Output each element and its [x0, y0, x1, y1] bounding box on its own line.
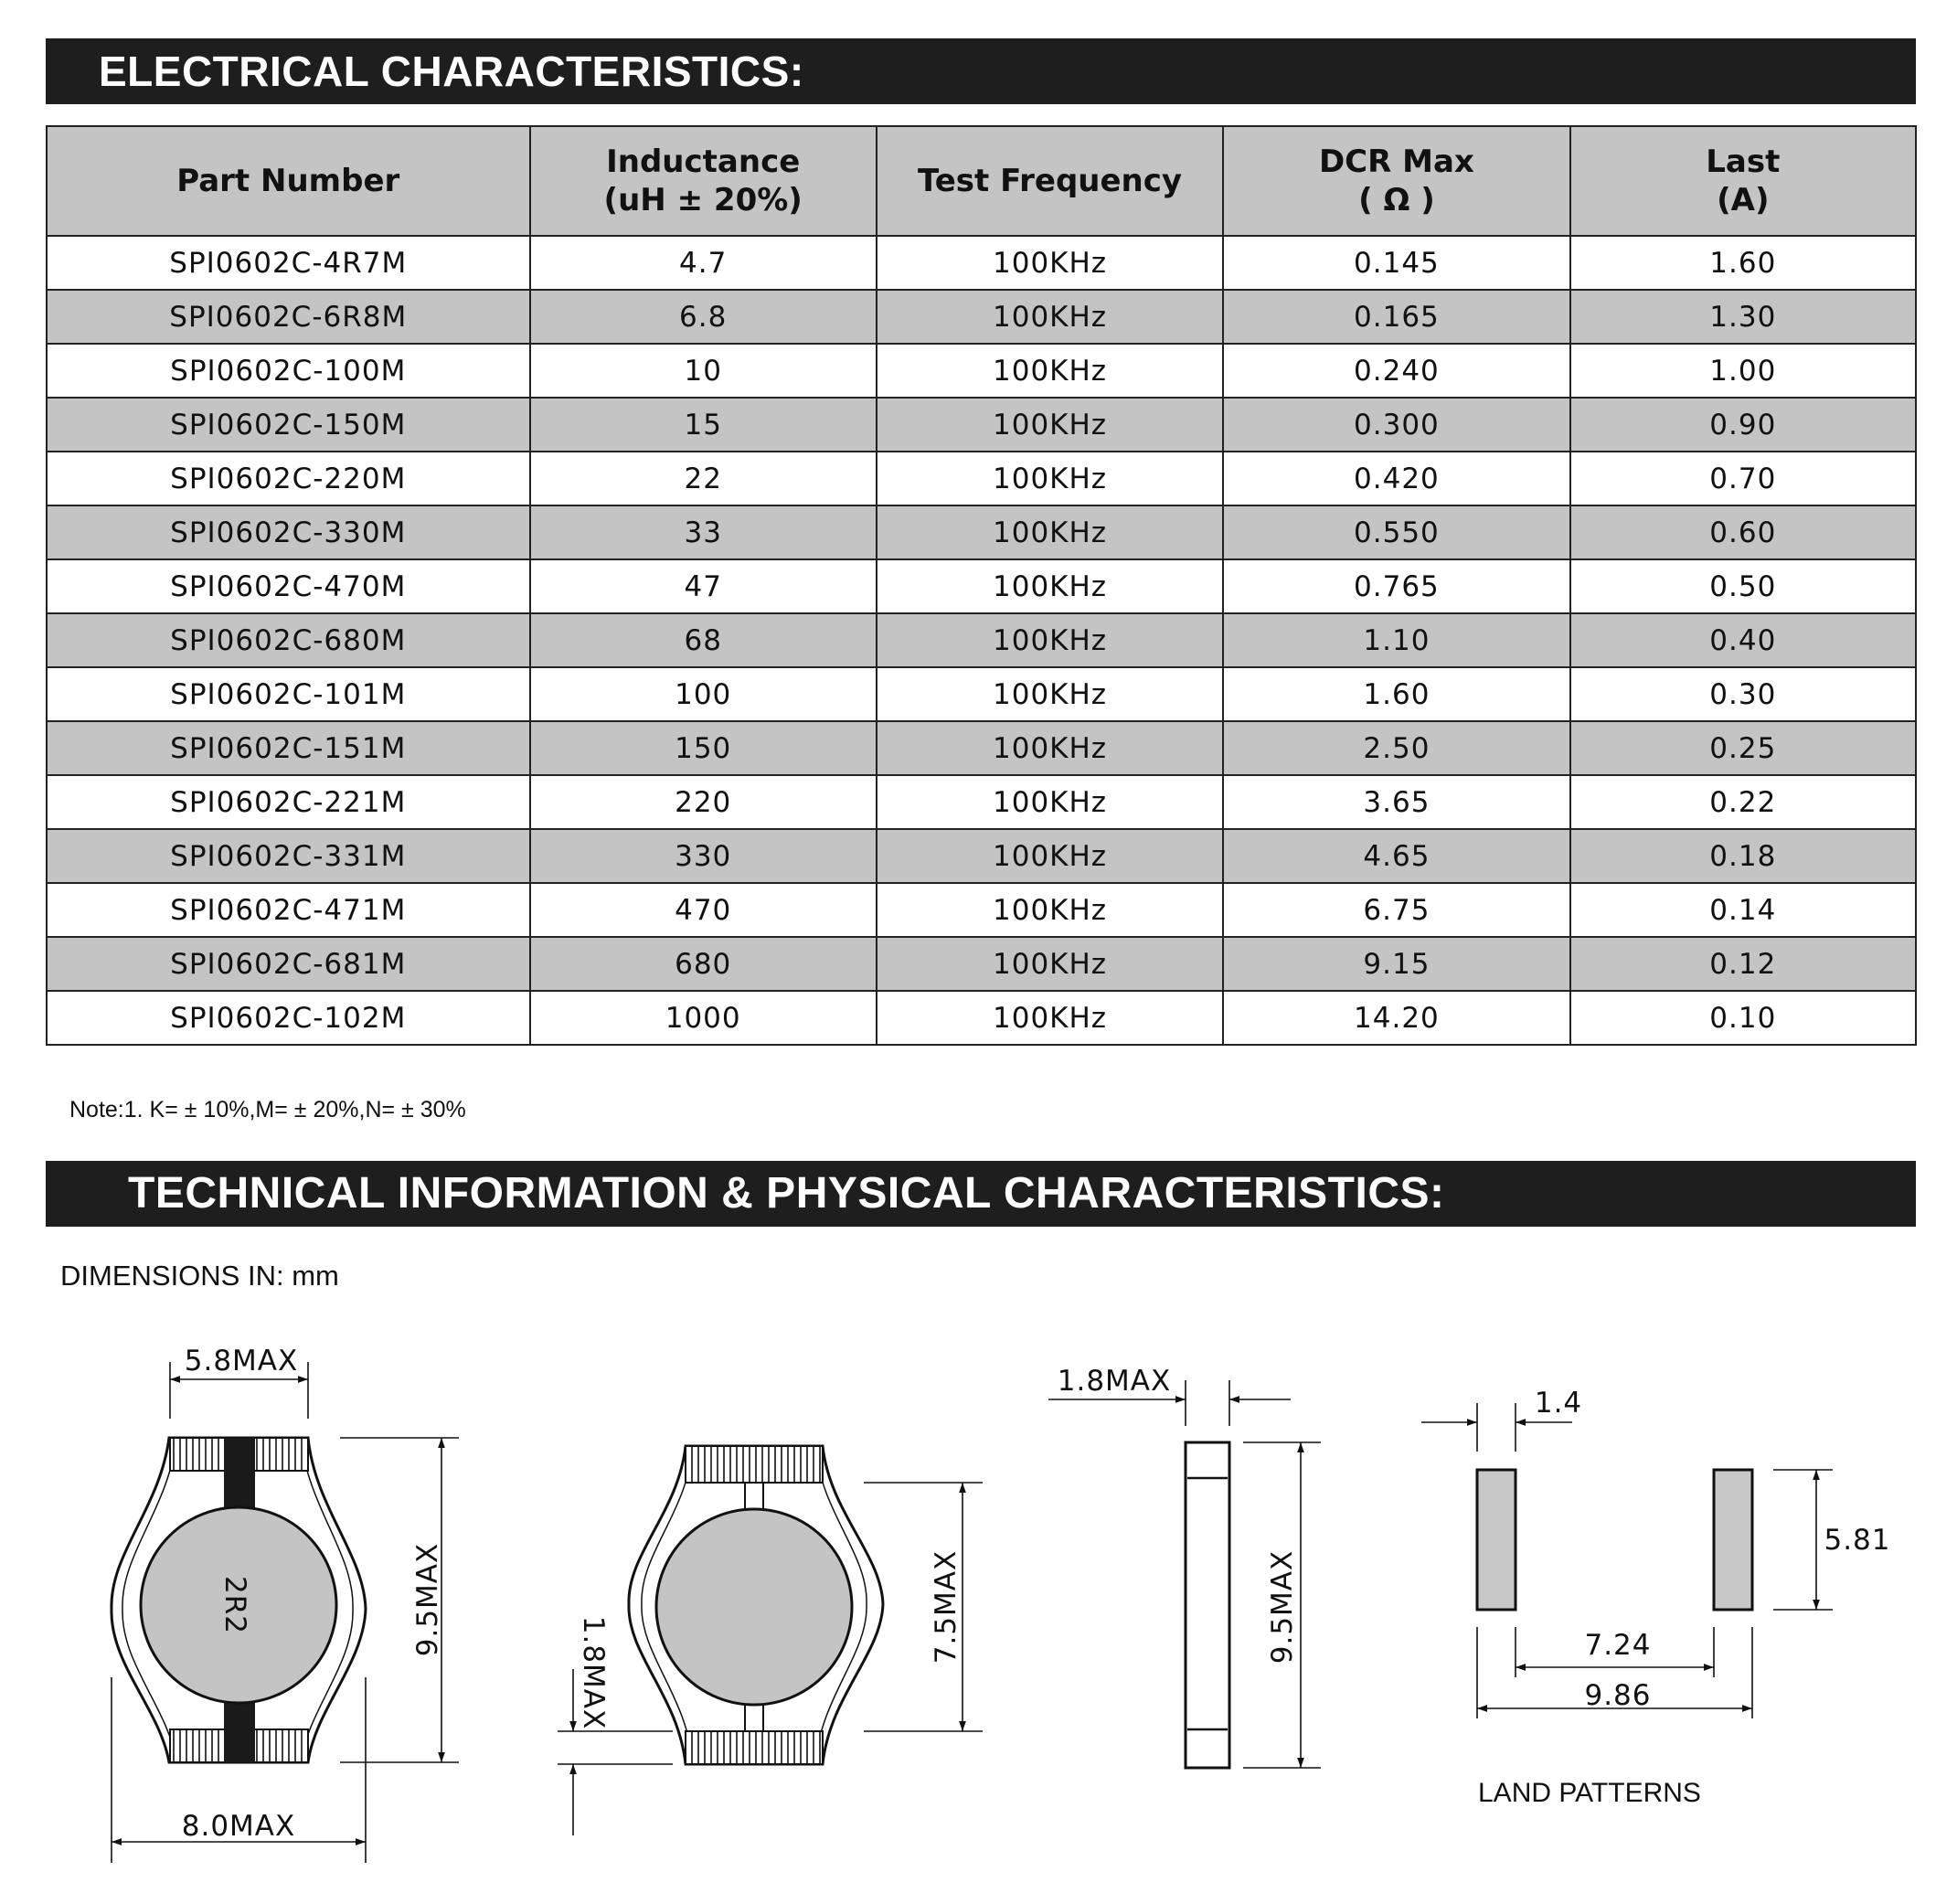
cell-part-number: SPI0602C-4R7M	[47, 236, 530, 290]
cell-inductance: 15	[530, 398, 877, 452]
cell-rated-current: 0.40	[1570, 613, 1916, 667]
cell-part-number: SPI0602C-6R8M	[47, 290, 530, 344]
tolerance-note: Note:1. K= ± 10%,M= ± 20%,N= ± 30%	[69, 1097, 466, 1122]
table-row	[47, 344, 1916, 398]
cell-test-frequency: 100KHz	[877, 613, 1223, 667]
table-row	[47, 991, 1916, 1045]
cell-test-frequency: 100KHz	[877, 290, 1223, 344]
cell-rated-current: 0.14	[1570, 883, 1916, 937]
outer-span-label: 9.86	[1584, 1679, 1652, 1712]
cell-part-number: SPI0602C-150M	[47, 398, 530, 452]
cell-part-number: SPI0602C-470M	[47, 559, 530, 613]
bottom-view-top-terminal	[686, 1446, 823, 1483]
side-view-body	[1186, 1442, 1229, 1768]
cell-test-frequency: 100KHz	[877, 452, 1223, 505]
table-row	[47, 937, 1916, 991]
land-patterns-drawing	[1421, 1387, 1891, 1808]
side-view-height-label: 9.5MAX	[1266, 1549, 1299, 1665]
table-row	[47, 829, 1916, 883]
header-line: Inductance	[606, 144, 801, 180]
header-unit: (uH ± 20%)	[603, 182, 803, 218]
bottom-view-drawing	[558, 1446, 983, 1835]
top-lead-wire	[224, 1438, 255, 1509]
cell-inductance: 4.7	[530, 236, 877, 290]
cell-rated-current: 0.18	[1570, 829, 1916, 883]
cell-test-frequency: 100KHz	[877, 775, 1223, 829]
header-line: Last	[1706, 144, 1781, 180]
cell-inductance: 1000	[530, 991, 877, 1045]
land-pad-left	[1477, 1470, 1516, 1610]
cell-inductance: 100	[530, 667, 877, 721]
cell-test-frequency: 100KHz	[877, 236, 1223, 290]
cell-test-frequency: 100KHz	[877, 883, 1223, 937]
cell-dcr-max: 9.15	[1223, 937, 1569, 991]
cell-rated-current: 0.25	[1570, 721, 1916, 775]
cell-part-number: SPI0602C-330M	[47, 505, 530, 559]
header-part-number	[47, 126, 530, 236]
cell-part-number: SPI0602C-221M	[47, 775, 530, 829]
bottom-view-core	[656, 1509, 852, 1705]
cell-inductance: 330	[530, 829, 877, 883]
header-unit: (A)	[1717, 182, 1770, 218]
cell-inductance: 68	[530, 613, 877, 667]
header-line: Test Frequency	[918, 163, 1183, 199]
cell-test-frequency: 100KHz	[877, 398, 1223, 452]
cell-dcr-max: 2.50	[1223, 721, 1569, 775]
header-unit: ( Ω )	[1358, 182, 1435, 218]
table-row	[47, 505, 1916, 559]
table-row	[47, 775, 1916, 829]
cell-test-frequency: 100KHz	[877, 991, 1223, 1045]
cell-dcr-max: 4.65	[1223, 829, 1569, 883]
top-view-overall-width-label: 8.0MAX	[181, 1810, 296, 1843]
bottom-view-height-label: 7.5MAX	[930, 1549, 963, 1665]
cell-rated-current: 0.12	[1570, 937, 1916, 991]
technical-section-header	[46, 1161, 1916, 1227]
table-row	[47, 721, 1916, 775]
table-row	[47, 236, 1916, 290]
cell-inductance: 470	[530, 883, 877, 937]
table-row	[47, 613, 1916, 667]
cell-dcr-max: 0.765	[1223, 559, 1569, 613]
bottom-lead-wire	[224, 1698, 255, 1762]
cell-part-number: SPI0602C-681M	[47, 937, 530, 991]
top-view-width-label: 5.8MAX	[184, 1345, 299, 1377]
cell-inductance: 22	[530, 452, 877, 505]
cell-part-number: SPI0602C-100M	[47, 344, 530, 398]
header-dcr-max	[1223, 126, 1569, 236]
electrical-section-title: ELECTRICAL CHARACTERISTICS:	[99, 48, 804, 95]
cell-test-frequency: 100KHz	[877, 505, 1223, 559]
bottom-view-terminal-label: 1.8MAX	[577, 1615, 610, 1730]
table-body	[47, 236, 1916, 1045]
cell-rated-current: 0.50	[1570, 559, 1916, 613]
cell-part-number: SPI0602C-331M	[47, 829, 530, 883]
side-view-thickness-label: 1.8MAX	[1057, 1365, 1172, 1398]
technical-section-title: TECHNICAL INFORMATION & PHYSICAL CHARACTERISTICS:	[128, 1169, 1445, 1218]
cell-test-frequency: 100KHz	[877, 344, 1223, 398]
top-view-drawing	[112, 1345, 459, 1863]
cell-inductance: 680	[530, 937, 877, 991]
pad-width-label: 1.4	[1534, 1387, 1583, 1420]
cell-inductance: 10	[530, 344, 877, 398]
cell-test-frequency: 100KHz	[877, 721, 1223, 775]
bottom-view-bottom-terminal	[686, 1731, 823, 1764]
cell-rated-current: 1.30	[1570, 290, 1916, 344]
header-rated-current	[1570, 126, 1916, 236]
cell-rated-current: 0.70	[1570, 452, 1916, 505]
marking-code: 2R2	[218, 1576, 251, 1634]
cell-dcr-max: 0.145	[1223, 236, 1569, 290]
cell-part-number: SPI0602C-680M	[47, 613, 530, 667]
cell-rated-current: 0.22	[1570, 775, 1916, 829]
cell-rated-current: 0.30	[1570, 667, 1916, 721]
cell-dcr-max: 0.165	[1223, 290, 1569, 344]
cell-rated-current: 0.90	[1570, 398, 1916, 452]
header-test-frequency	[877, 126, 1223, 236]
cell-rated-current: 0.10	[1570, 991, 1916, 1045]
table-row	[47, 559, 1916, 613]
inner-gap-label: 7.24	[1584, 1629, 1652, 1662]
cell-dcr-max: 1.10	[1223, 613, 1569, 667]
cell-test-frequency: 100KHz	[877, 667, 1223, 721]
header-line: DCR Max	[1318, 144, 1474, 180]
cell-inductance: 150	[530, 721, 877, 775]
table-header-row	[47, 126, 1916, 236]
cell-rated-current: 0.60	[1570, 505, 1916, 559]
cell-inductance: 6.8	[530, 290, 877, 344]
cell-test-frequency: 100KHz	[877, 559, 1223, 613]
cell-dcr-max: 0.300	[1223, 398, 1569, 452]
cell-part-number: SPI0602C-102M	[47, 991, 530, 1045]
cell-dcr-max: 0.420	[1223, 452, 1569, 505]
table-row	[47, 398, 1916, 452]
cell-test-frequency: 100KHz	[877, 937, 1223, 991]
table-row	[47, 290, 1916, 344]
cell-part-number: SPI0602C-220M	[47, 452, 530, 505]
header-inductance	[530, 126, 877, 236]
dimensions-label: DIMENSIONS IN: mm	[60, 1260, 339, 1292]
cell-dcr-max: 0.240	[1223, 344, 1569, 398]
electrical-section-header	[46, 38, 1916, 104]
cell-rated-current: 1.60	[1570, 236, 1916, 290]
land-patterns-caption: LAND PATTERNS	[1478, 1778, 1701, 1808]
side-view-drawing	[1048, 1365, 1321, 1768]
cell-part-number: SPI0602C-101M	[47, 667, 530, 721]
pad-height-label: 5.81	[1824, 1524, 1891, 1557]
cell-part-number: SPI0602C-471M	[47, 883, 530, 937]
cell-inductance: 33	[530, 505, 877, 559]
electrical-characteristics-table	[46, 125, 1917, 1046]
cell-dcr-max: 3.65	[1223, 775, 1569, 829]
header-line: Part Number	[176, 163, 400, 199]
cell-test-frequency: 100KHz	[877, 829, 1223, 883]
cell-dcr-max: 14.20	[1223, 991, 1569, 1045]
table-row	[47, 667, 1916, 721]
cell-inductance: 47	[530, 559, 877, 613]
cell-dcr-max: 1.60	[1223, 667, 1569, 721]
table-row	[47, 883, 1916, 937]
table-row	[47, 452, 1916, 505]
cell-part-number: SPI0602C-151M	[47, 721, 530, 775]
top-view-height-label: 9.5MAX	[411, 1542, 444, 1657]
physical-drawings	[0, 1298, 1957, 1904]
cell-rated-current: 1.00	[1570, 344, 1916, 398]
cell-dcr-max: 0.550	[1223, 505, 1569, 559]
cell-inductance: 220	[530, 775, 877, 829]
land-pad-right	[1714, 1470, 1752, 1610]
cell-dcr-max: 6.75	[1223, 883, 1569, 937]
